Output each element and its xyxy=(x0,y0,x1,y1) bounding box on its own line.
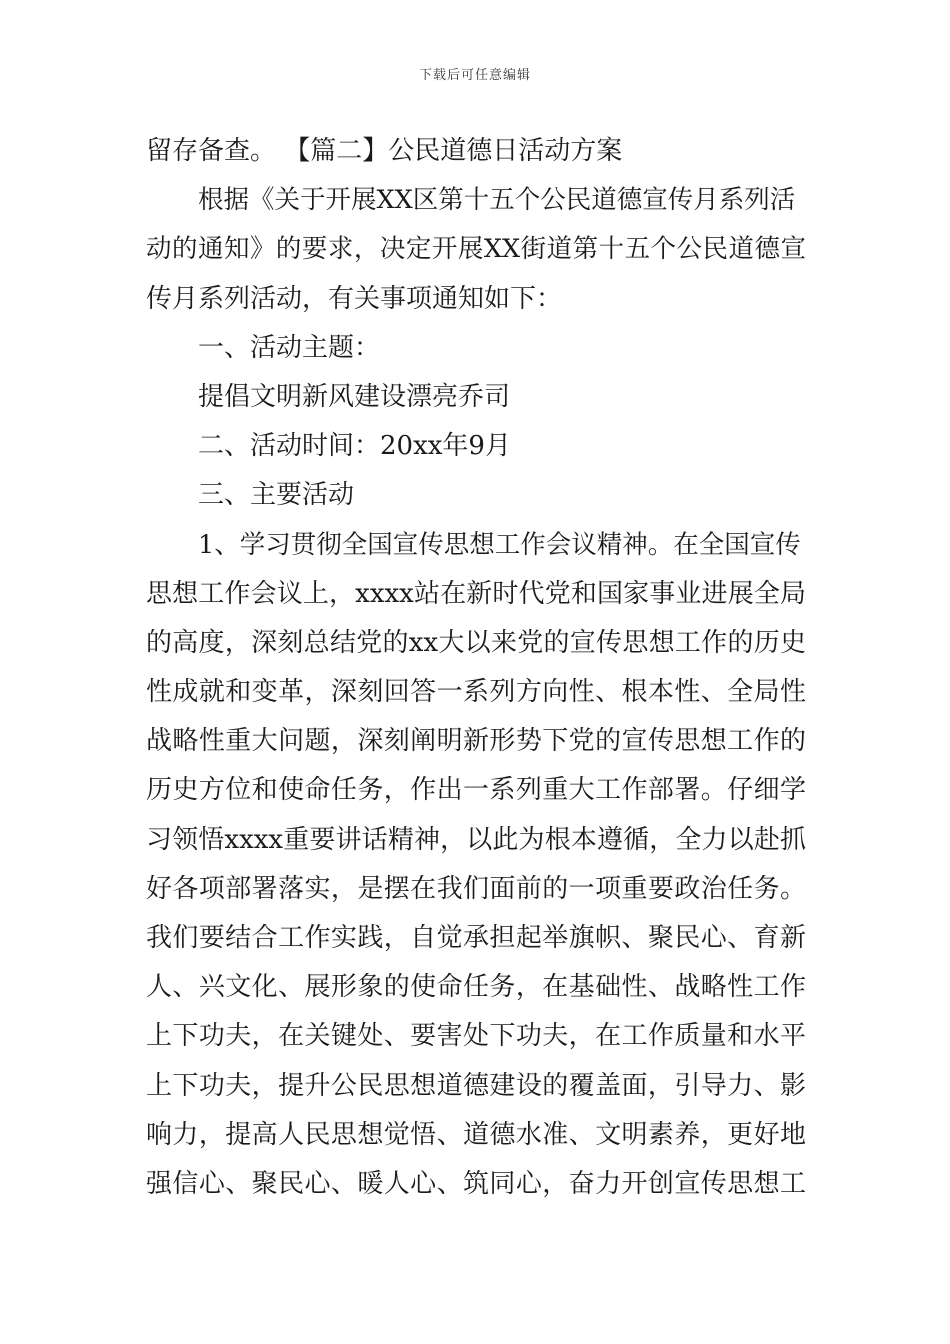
text-line: 习领悟xxxx重要讲话精神，以此为根本遵循，全力以赴抓 xyxy=(146,824,806,855)
text-line: 人、兴文化、展形象的使命任务，在基础性、战略性工作 xyxy=(146,972,806,1003)
text-line: 动的通知》的要求，决定开展XX街道第十五个公民道德宣 xyxy=(146,234,806,265)
text-line: 传月系列活动，有关事项通知如下： xyxy=(146,283,563,314)
text-line: 性成就和变革，深刻回答一系列方向性、根本性、全局性 xyxy=(146,677,806,708)
text-line: 战略性重大问题，深刻阐明新形势下党的宣传思想工作的 xyxy=(146,726,806,757)
text-line: 的高度，深刻总结党的xx大以来党的宣传思想工作的历史 xyxy=(146,627,806,658)
text-line: 1、学习贯彻全国宣传思想工作会议精神。在全国宣传 xyxy=(198,529,801,560)
text-line: 留存备查。 【篇二】公民道德日活动方案 xyxy=(146,136,623,166)
text-line: 上下功夫，提升公民思想道德建设的覆盖面，引导力、影 xyxy=(146,1070,806,1101)
text-line: 思想工作会议上，xxxx站在新时代党和国家事业进展全局 xyxy=(146,578,806,609)
text-line: 上下功夫，在关键处、要害处下功夫，在工作质量和水平 xyxy=(146,1021,806,1052)
section-heading: 一、活动主题： xyxy=(198,332,381,363)
section-heading: 三、主要活动 xyxy=(198,480,355,511)
text-line: 好各项部署落实，是摆在我们面前的一项重要政治任务。 xyxy=(146,873,806,904)
text-line: 根据《关于开展XX区第十五个公民道德宣传月系列活 xyxy=(198,185,796,216)
text-line: 响力，提高人民思想觉悟、道德水准、文明素养，更好地 xyxy=(146,1119,806,1150)
text-line: 我们要结合工作实践，自觉承担起举旗帜、聚民心、育新 xyxy=(146,923,806,953)
text-line: 强信心、聚民心、暖人心、筑同心，奋力开创宣传思想工 xyxy=(146,1168,806,1199)
text-line: 历史方位和使命任务，作出一系列重大工作部署。仔细学 xyxy=(146,775,806,806)
section-heading: 二、活动时间：20xx年9月 xyxy=(198,431,511,462)
document-body xyxy=(146,127,806,1209)
text-line: 提倡文明新风建设漂亮乔司 xyxy=(198,381,511,412)
page-header-note: 下载后可任意编辑 xyxy=(418,68,531,83)
